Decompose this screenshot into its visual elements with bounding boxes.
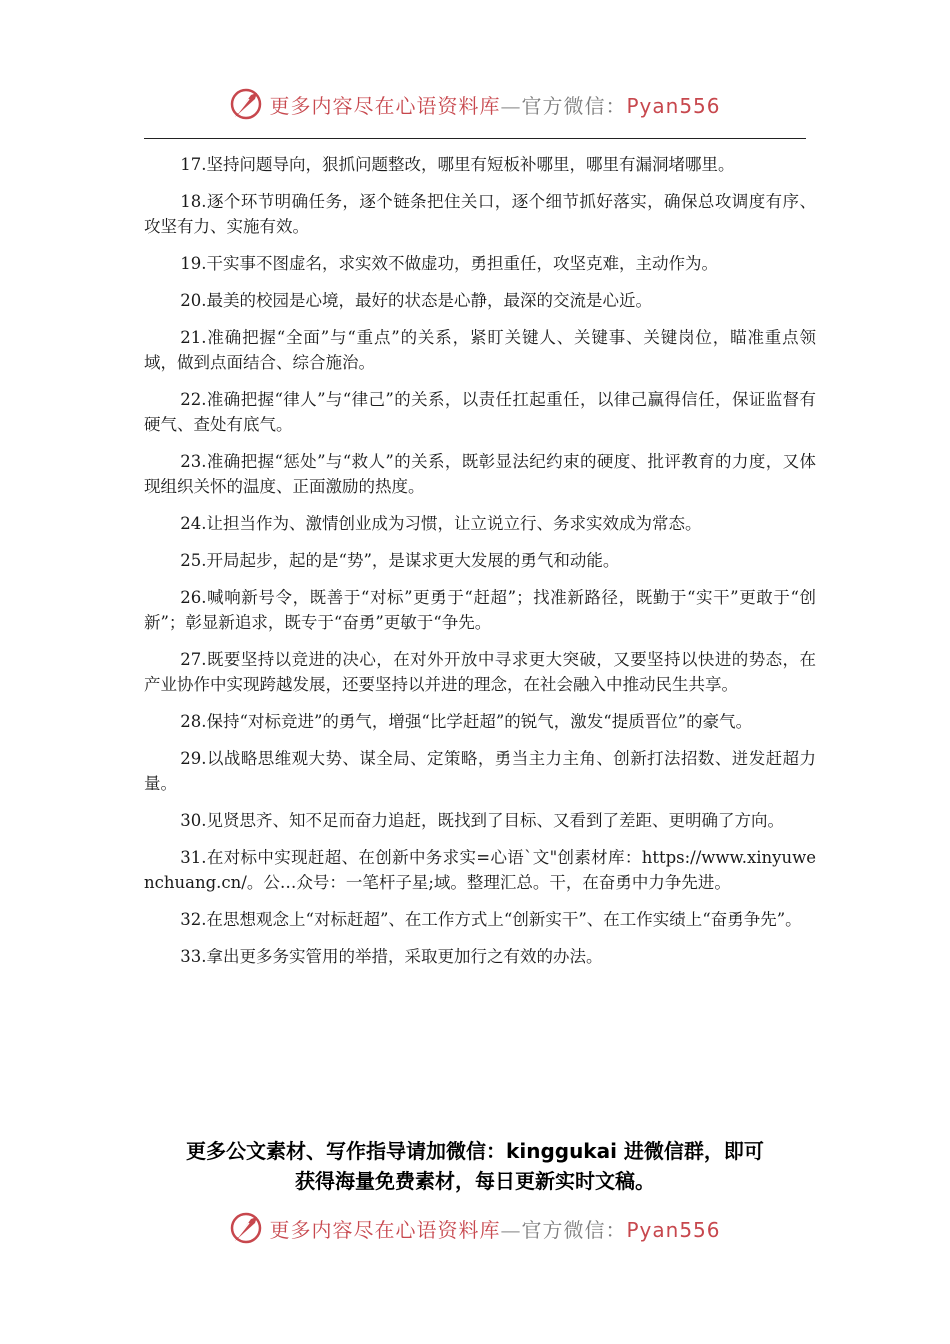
list-item: 20.最美的校园是心境，最好的状态是心静，最深的交流是心近。 [180,291,653,310]
header-brand-text [269,90,720,119]
brand-dash: — [500,93,522,118]
list-item: 30.见贤思齐、知不足而奋力追赶，既找到了目标、又看到了差距、更明确了方向。 [180,811,785,830]
list-item: 21.准确把握“全面”与“重点”的关系，紧盯关键人、关键事、关键岗位，瞄准重点领域，做到点面结合、综合施治。 [144,328,816,372]
list-item: 33.拿出更多务实管用的举措，采取更加行之有效的办法。 [180,947,603,966]
list-item: 25.开局起步，起的是“势”，是谋求更大发展的勇气和动能。 [180,551,620,570]
brand-name: 更多内容尽在心语资料库 [269,93,501,118]
promo-line-2: 获得海量免费素材，每日更新实时文稿。 [295,1169,655,1193]
brand-name: 更多内容尽在心语资料库 [269,1217,501,1242]
page-header [0,84,950,124]
page-footer [0,1208,950,1248]
header-logo [229,87,720,121]
promo-line-1: 更多公文素材、写作指导请加微信：kinggukai 进微信群，即可 [186,1139,764,1163]
list-item: 28.保持“对标竞进”的勇气，增强“比学赶超”的锐气，激发“提质晋位”的豪气。 [180,712,753,731]
list-item: 31.在对标中实现赶超、在创新中务求实=心语`文"创素材库：https://www.xinyuwenchuang.cn/。公…众号：一笔杆子星;域。整理汇总。干，在奋勇中力争先进。 [144,848,816,892]
list-item: 17.坚持问题导向，狠抓问题整改，哪里有短板补哪里，哪里有漏洞堵哪里。 [180,155,735,174]
list-item: 19.干实事不图虚名，求实效不做虚功，勇担重任，攻坚克难，主动作为。 [180,254,719,273]
official-label: 官方微信： [521,1217,627,1242]
list-item: 29.以战略思维观大势、谋全局、定策略，勇当主力主角、创新打法招数、迸发赶超力量。 [144,749,816,793]
quill-pen-logo-icon [229,1211,263,1245]
list-item: 32.在思想观念上“对标赶超”、在工作方式上“创新实干”、在工作实绩上“奋勇争先”。 [180,910,802,929]
brand-dash: — [500,1217,522,1242]
official-label: 官方微信： [521,93,627,118]
wechat-id: Pyan556 [626,93,721,118]
list-item: 22.准确把握“律人”与“律己”的关系，以责任扛起重任，以律己赢得信任，保证监督有硬气、查处有底气。 [144,390,816,434]
list-item: 27.既要坚持以竞进的决心，在对外开放中寻求更大突破，又要坚持以快进的势态，在产业协作中实现跨越发展，还要坚持以并进的理念，在社会融入中推动民生共享。 [144,650,816,694]
list-item: 18.逐个环节明确任务，逐个链条把住关口，逐个细节抓好落实，确保总攻调度有序、攻坚有力、实施有效。 [144,192,816,236]
footer-brand-text [269,1214,720,1243]
list-item: 23.准确把握“惩处”与“救人”的关系，既彰显法纪约束的硬度、批评教育的力度，又体现组织关怀的温度、正面激励的热度。 [144,452,816,496]
quill-pen-logo-icon [229,87,263,121]
list-item: 24.让担当作为、激情创业成为习惯，让立说立行、务求实效成为常态。 [180,514,702,533]
document-body [144,152,816,981]
header-divider [144,138,806,139]
footer-logo [229,1211,720,1245]
wechat-id: Pyan556 [626,1217,721,1242]
promo-banner [140,1136,810,1196]
list-item: 26.喊响新号令，既善于“对标”更勇于“赶超”；找准新路径，既勤于“实干”更敢于“创新”；彰显新追求，既专于“奋勇”更敏于“争先。 [144,588,816,632]
